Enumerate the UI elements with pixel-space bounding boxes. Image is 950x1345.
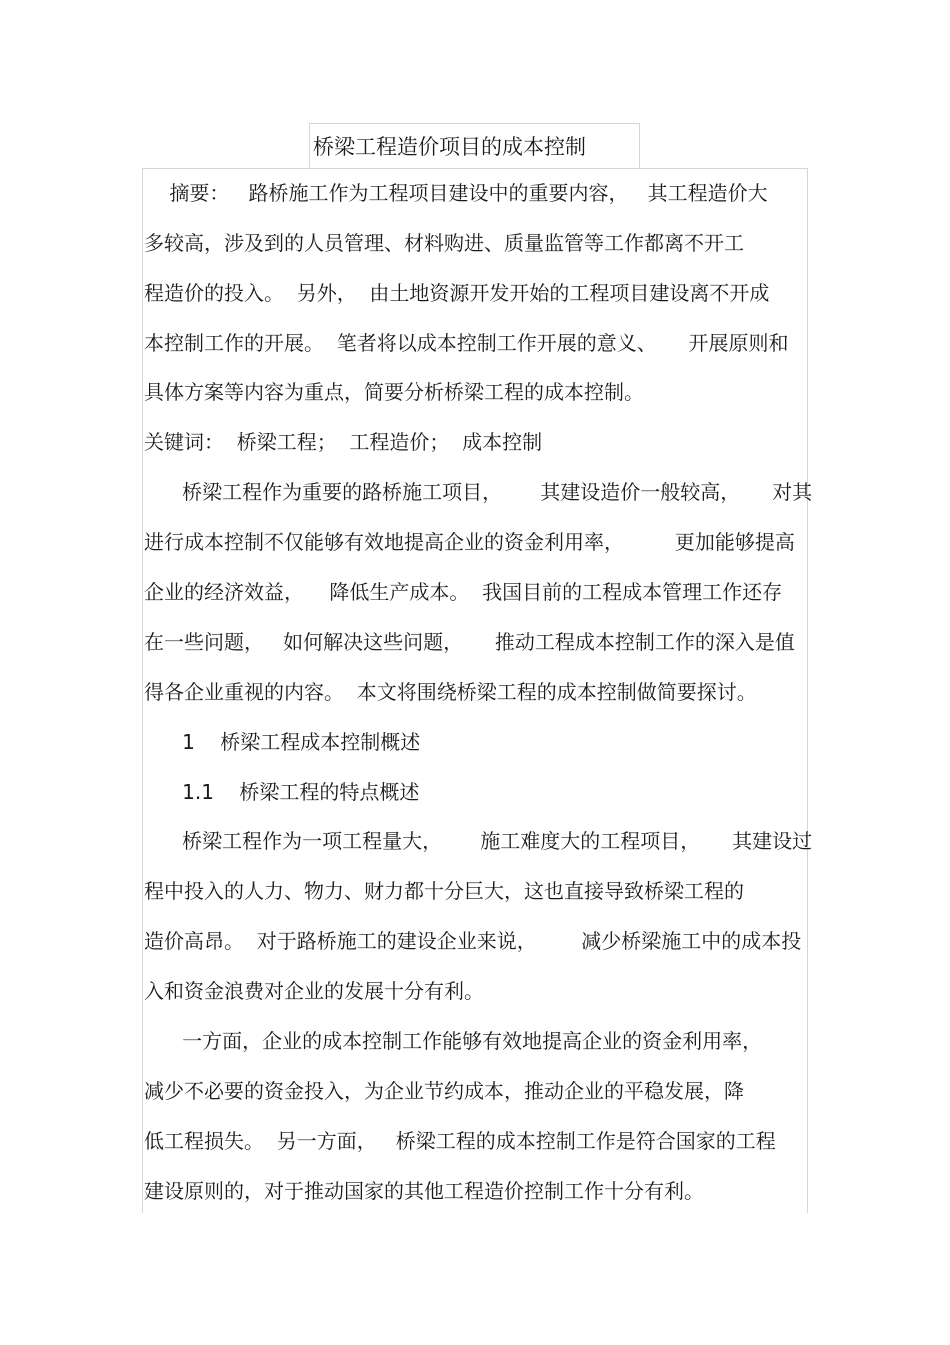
paragraph-line: 减少不必要的资金投入，为企业节约成本，推动企业的平稳发展，降 [144,1079,744,1103]
paragraph-line: 进行成本控制不仅能够有效地提高企业的资金利用率， 更加能够提高 [144,530,795,554]
paragraph-line: 造价高昂。 对于路桥施工的建设企业来说， 减少桥梁施工中的成本投 [144,929,802,953]
paragraph-line: 桥梁工程作为重要的路桥施工项目， 其建设造价一般较高， 对其 [144,480,813,504]
paragraph-line: 入和资金浪费对企业的发展十分有利。 [144,979,484,1003]
section-heading-1-1: 1.1 桥梁工程的特点概述 [144,780,420,804]
keywords-line: 关键词： 桥梁工程； 工程造价； 成本控制 [144,430,543,454]
abstract-line-4: 本控制工作的开展。 笔者将以成本控制工作开展的意义、 开展原则和 [144,331,789,355]
paragraph-line: 企业的经济效益， 降低生产成本。 我国目前的工程成本管理工作还存 [144,580,783,604]
section-heading-1: 1 桥梁工程成本控制概述 [144,730,421,754]
abstract-line-5: 具体方案等内容为重点，简要分析桥梁工程的成本控制。 [144,380,644,404]
paragraph-line: 低工程损失。 另一方面， 桥梁工程的成本控制工作是符合国家的工程 [144,1129,776,1153]
paragraph-line: 在一些问题， 如何解决这些问题， 推动工程成本控制工作的深入是值 [144,630,795,654]
paragraph-line: 程中投入的人力、物力、财力都十分巨大，这也直接导致桥梁工程的 [144,879,744,903]
abstract-line-3: 程造价的投入。 另外， 由土地资源开发开始的工程项目建设离不开成 [144,281,770,305]
abstract-line-2: 多较高，涉及到的人员管理、材料购进、质量监管等工作都离不开工 [144,231,744,255]
paragraph-line: 得各企业重视的内容。 本文将围绕桥梁工程的成本控制做简要探讨。 [144,680,757,704]
document-title: 桥梁工程造价项目的成本控制 [313,135,586,159]
paragraph-line: 建设原则的，对于推动国家的其他工程造价控制工作十分有利。 [144,1179,704,1203]
abstract-line-1: 摘要： 路桥施工作为工程项目建设中的重要内容， 其工程造价大 [144,181,768,205]
paragraph-line: 一方面，企业的成本控制工作能够有效地提高企业的资金利用率， [144,1029,763,1053]
paragraph-line: 桥梁工程作为一项工程量大， 施工难度大的工程项目， 其建设过 [144,829,813,853]
